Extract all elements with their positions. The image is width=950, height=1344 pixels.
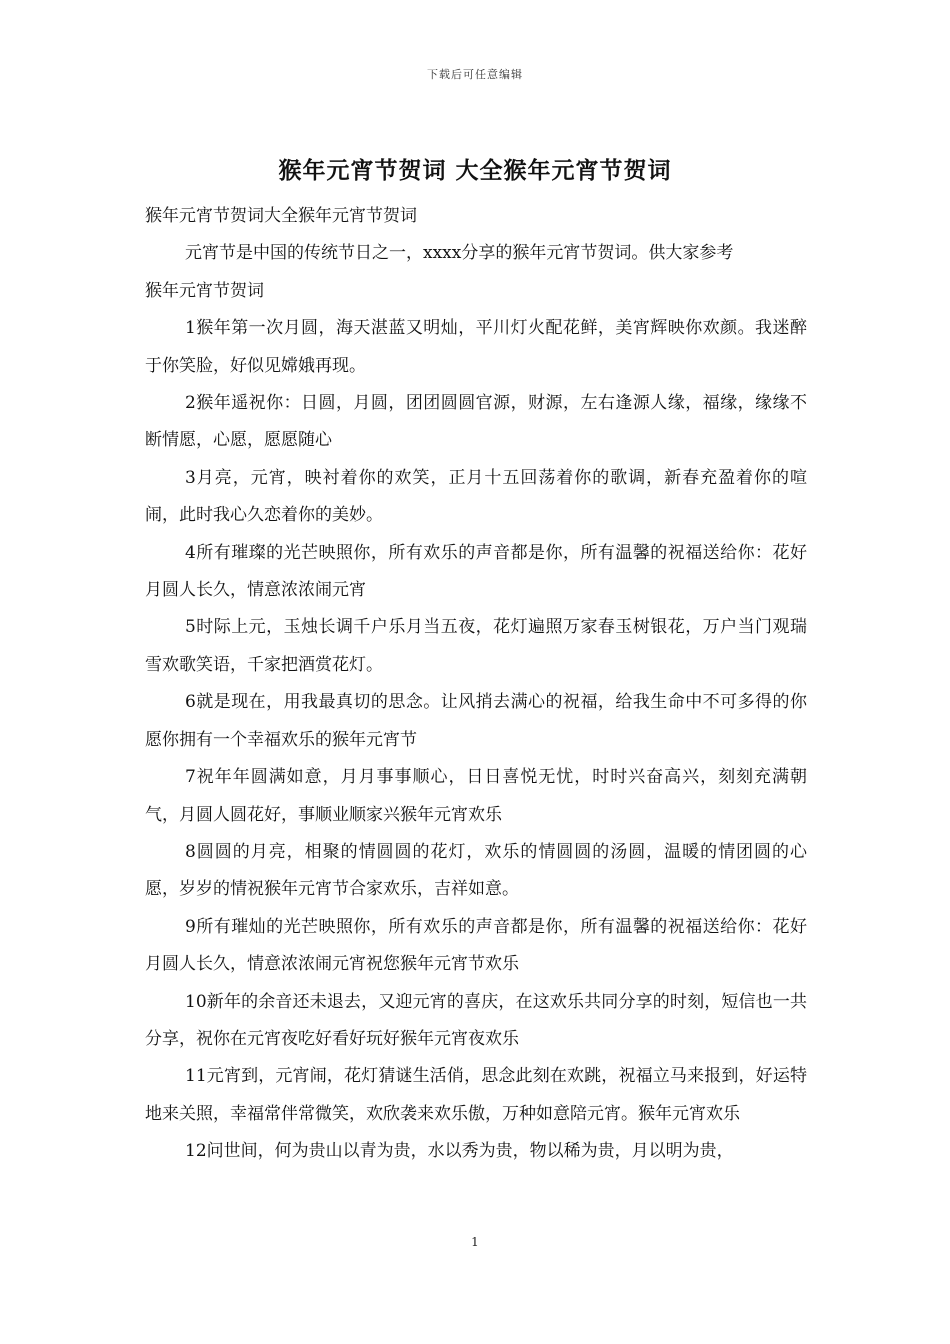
greeting-item: 10新年的余音还未退去，又迎元宵的喜庆，在这欢乐共同分享的时刻，短信也一共分享，祝你在元宵夜吃好看好玩好猴年元宵夜欢乐 bbox=[145, 991, 807, 1049]
greeting-item: 2猴年遥祝你：日圆，月圆，团团圆圆官源，财源，左右逢源人缘，福缘，缘缘不断情愿，心愿，愿愿随心 bbox=[145, 393, 807, 451]
greeting-item: 3月亮，元宵，映衬着你的欢笑，正月十五回荡着你的歌调，新春充盈着你的喧闹，此时我心久恋着你的美妙。 bbox=[145, 467, 807, 526]
greeting-item: 8圆圆的月亮，相聚的情圆圆的花灯，欢乐的情圆圆的汤圆，温暖的情团圆的心愿，岁岁的情祝猴年元宵节合家欢乐，吉祥如意。 bbox=[145, 841, 807, 900]
header-note: 下载后可任意编辑 bbox=[427, 68, 523, 81]
document-body bbox=[145, 198, 807, 1171]
greeting-item: 1猴年第一次月圆，海天湛蓝又明灿，平川灯火配花鲜，美宵辉映你欢颜。我迷醉于你笑脸，好似见嫦娥再现。 bbox=[145, 318, 807, 376]
greeting-item: 11元宵到，元宵闹，花灯猜谜生活俏，思念此刻在欢跳，祝福立马来报到，好运特地来关照，幸福常伴常微笑，欢欣袭来欢乐傲，万种如意陪元宵。猴年元宵欢乐 bbox=[145, 1066, 807, 1124]
greeting-item: 5时际上元，玉烛长调千户乐月当五夜，花灯遍照万家春玉树银花，万户当门观瑞雪欢歌笑语，千家把酒赏花灯。 bbox=[145, 617, 807, 675]
document-title: 猴年元宵节贺词 大全猴年元宵节贺词 bbox=[278, 157, 672, 184]
section-heading: 猴年元宵节贺词 bbox=[145, 280, 264, 301]
greeting-item: 9所有璀灿的光芒映照你，所有欢乐的声音都是你，所有温馨的祝福送给你：花好月圆人长久，情意浓浓闹元宵祝您猴年元宵节欢乐 bbox=[145, 916, 807, 975]
page-number: 1 bbox=[471, 1235, 479, 1249]
greeting-item: 7祝年年圆满如意，月月事事顺心，日日喜悦无忧，时时兴奋高兴，刻刻充满朝气，月圆人圆花好，事顺业顺家兴猴年元宵欢乐 bbox=[145, 767, 807, 825]
greeting-item: 4所有璀璨的光芒映照你，所有欢乐的声音都是你，所有温馨的祝福送给你：花好月圆人长久，情意浓浓闹元宵 bbox=[145, 542, 807, 601]
intro-paragraph: 元宵节是中国的传统节日之一，xxxx分享的猴年元宵节贺词。供大家参考 bbox=[185, 243, 734, 264]
greeting-item: 6就是现在，用我最真切的思念。让风捎去满心的祝福，给我生命中不可多得的你愿你拥有一个幸福欢乐的猴年元宵节 bbox=[145, 692, 807, 750]
greeting-item: 12问世间，何为贵山以青为贵，水以秀为贵，物以稀为贵，月以明为贵， bbox=[185, 1141, 734, 1162]
document-subtitle: 猴年元宵节贺词大全猴年元宵节贺词 bbox=[145, 206, 417, 226]
